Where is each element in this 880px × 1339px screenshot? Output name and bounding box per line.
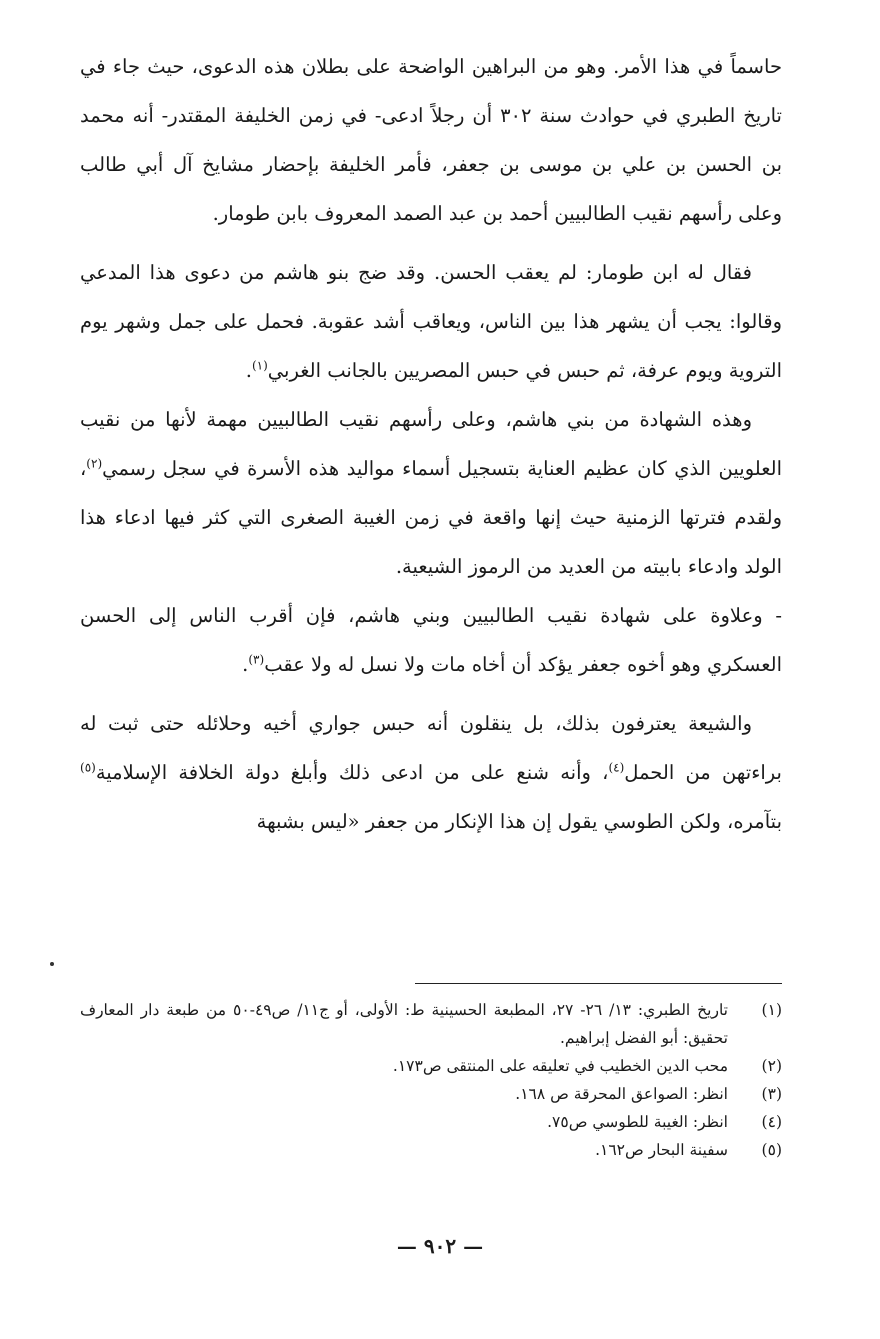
- paragraph-4-text: - وعلاوة على شهادة نقيب الطالبيين وبني هاشم، فإن أقرب الناس إلى الحسن العسكري وهو أخوه جعفر يؤكد أن أخاه مات ولا نسل له ولا عقب: [80, 604, 782, 676]
- paragraph-4: [80, 591, 782, 689]
- paragraph-5: [80, 699, 782, 846]
- footnote-text: انظر: الغيبة للطوسي ص٧٥.: [547, 1113, 728, 1131]
- paragraph-3-part1: وهذه الشهادة من بني هاشم، وعلى رأسهم نقيب الطالبيين مهمة لأنها من نقيب العلويين الذي كان عظيم العناية بتسجيل أسماء مواليد هذه الأسرة في سجل رسمي: [80, 408, 782, 480]
- footnote-number: (١): [761, 1001, 782, 1019]
- footnote-number: (٤): [761, 1113, 782, 1131]
- footnote-3: [80, 1080, 782, 1108]
- footnote-text: انظر: الصواعق المحرقة ص ١٦٨.: [515, 1085, 728, 1103]
- footnotes: [80, 996, 782, 1164]
- margin-dot: [50, 962, 54, 966]
- paragraph-1: [80, 42, 782, 238]
- footnote-text: سفينة البحار ص١٦٢.: [595, 1141, 728, 1159]
- footnote-number: (٢): [761, 1057, 782, 1075]
- paragraph-1-text: حاسماً في هذا الأمر. وهو من البراهين الواضحة على بطلان هذه الدعوى، حيث جاء في تاريخ الطبري في حوادث سنة ٣٠٢ أن رجلاً ادعى- في زمن الخليفة المقتدر- أنه محمد بن الحسن بن علي بن موسى بن جعفر، فأمر الخليفة بإحضار مشايخ آل أبي طالب وعلى رأسهم نقيب الطالبيين أحمد بن عبد الصمد المعروف بابن طومار.: [80, 55, 782, 225]
- paragraph-3-part2: ، ولقدم فترتها الزمنية حيث إنها واقعة في زمن الغيبة الصغرى التي كثر فيها ادعاء هذا الولد وادعاء بابيته من العديد من الرموز الشيعية.: [80, 457, 782, 578]
- footnote-number: (٥): [761, 1141, 782, 1159]
- paragraph-3: [80, 395, 782, 591]
- footnote-ref-5[interactable]: (٥): [80, 760, 96, 775]
- footnote-ref-3[interactable]: (٣): [248, 652, 265, 667]
- paragraph-2-text: فقال له ابن طومار: لم يعقب الحسن. وقد ضج بنو هاشم من دعوى هذا المدعي وقالوا: يجب أن يشهر هذا بين الناس، ويعاقب أشد عقوبة. فحمل على جمل وشهر يوم التروية ويوم عرفة، ثم حبس في حبس المصريين بالجانب الغربي: [80, 261, 782, 382]
- paragraph-5-part2: ، وأنه شنع على من ادعى ذلك وأبلغ دولة الخلافة الإسلامية: [95, 761, 609, 784]
- paragraph-5-part3: بتآمره، ولكن الطوسي يقول إن هذا الإنكار من جعفر «ليس بشبهة: [256, 810, 782, 833]
- footnote-4: [80, 1108, 782, 1136]
- footnote-text: تاريخ الطبري: ١٣/ ٢٦- ٢٧، المطبعة الحسينية ط: الأولى، أو ج١١/ ص٤٩-٥٠ من طبعة دار المعارف تحقيق: أبو الفضل إبراهيم.: [80, 1001, 728, 1047]
- footnote-ref-2[interactable]: (٢): [86, 456, 103, 471]
- body-text: [80, 42, 782, 846]
- footnote-separator: [415, 983, 782, 984]
- footnote-ref-1[interactable]: (١): [251, 358, 268, 373]
- footnote-ref-4[interactable]: (٤): [608, 760, 625, 775]
- footnote-text: محب الدين الخطيب في تعليقه على المنتقى ص١٧٣.: [392, 1057, 728, 1075]
- footnote-1: [80, 996, 782, 1052]
- paragraph-4-tail: .: [242, 653, 249, 676]
- footnote-number: (٣): [761, 1085, 782, 1103]
- paragraph-5-part1: والشيعة يعترفون بذلك، بل ينقلون أنه حبس جواري أخيه وحلائله حتى ثبت له براءتهن من الحمل: [80, 712, 782, 784]
- page-number: — ٩٠٢ —: [396, 1234, 484, 1258]
- footnote-2: [80, 1052, 782, 1080]
- paragraph-2-tail: .: [245, 359, 252, 382]
- paragraph-2: [80, 248, 782, 395]
- footnote-5: [80, 1136, 782, 1164]
